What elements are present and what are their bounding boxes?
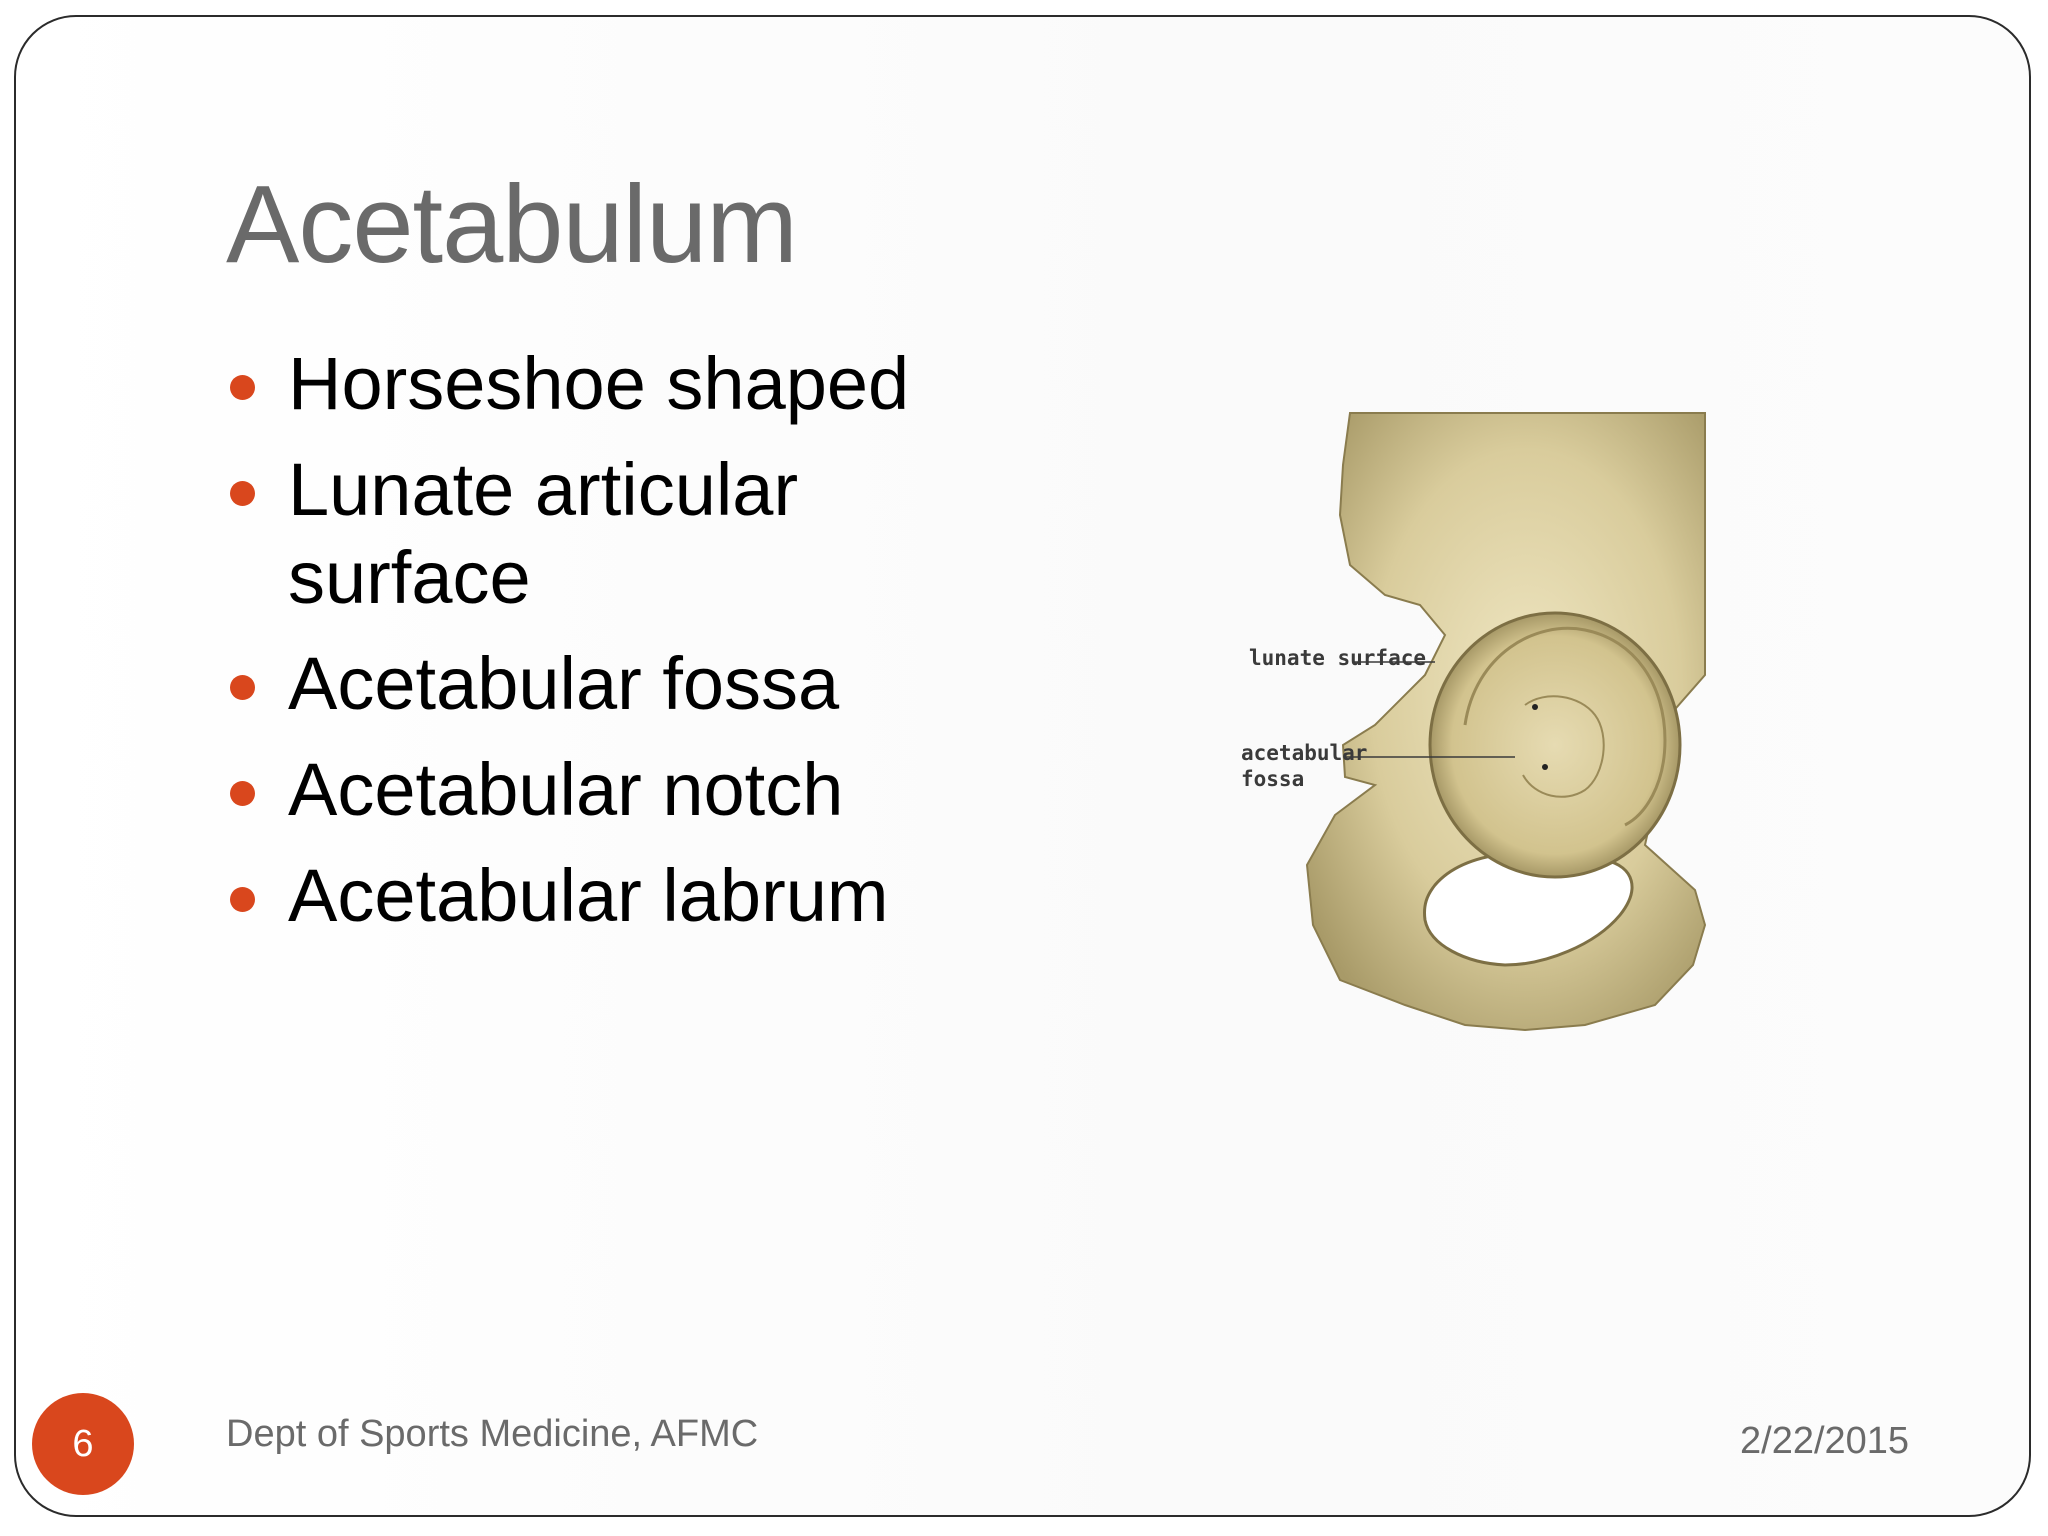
bullet-dot-icon: [230, 375, 255, 400]
bullet-list: [226, 340, 986, 958]
slide-title: Acetabulum: [226, 163, 797, 286]
bullet-item: [226, 446, 986, 622]
bullet-text: Lunate articular surface: [288, 448, 799, 619]
bullet-dot-icon: [230, 481, 255, 506]
fossa-label-line1: acetabular: [1241, 741, 1368, 765]
lunate-surface-label: lunate surface: [1249, 646, 1427, 670]
fossa-label-line2: fossa: [1241, 767, 1305, 791]
bullet-text: Acetabular notch: [288, 748, 844, 831]
bullet-item: [226, 746, 986, 834]
slide-number-badge: 6: [32, 1393, 134, 1495]
bullet-dot-icon: [230, 675, 255, 700]
footer-department: Dept of Sports Medicine, AFMC: [226, 1413, 759, 1455]
bullet-dot-icon: [230, 781, 255, 806]
bullet-item: [226, 852, 986, 940]
bullet-item: [226, 340, 986, 428]
acetabulum-cup: [1430, 613, 1680, 877]
bullet-dot-icon: [230, 887, 255, 912]
acetabulum-figure: [1225, 405, 1745, 1055]
acetabular-fossa-label: [1241, 740, 1367, 792]
footer-date: 2/22/2015: [1740, 1420, 1910, 1462]
bullet-text: Acetabular fossa: [288, 642, 840, 725]
hip-bone-illustration: [1225, 405, 1745, 1055]
bullet-text: Acetabular labrum: [288, 854, 889, 937]
bullet-item: [226, 640, 986, 728]
bullet-text: Horseshoe shaped: [288, 342, 910, 425]
